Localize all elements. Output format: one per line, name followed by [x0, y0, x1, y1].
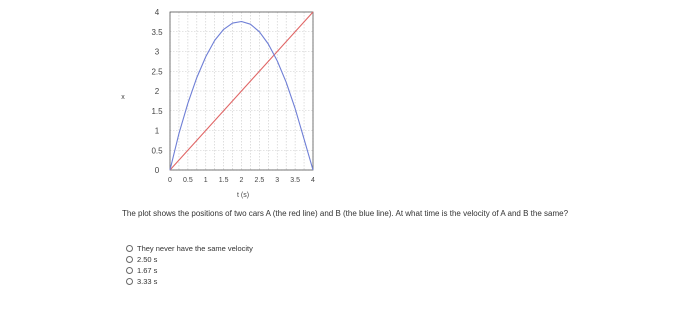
- x-tick-label: 4: [311, 177, 315, 184]
- option-label: 1.67 s: [137, 266, 158, 275]
- x-axis-title: t (s): [236, 192, 250, 199]
- option-label: They never have the same velocity: [137, 244, 253, 253]
- option-never[interactable]: [126, 243, 253, 254]
- y-tick-label: 0.5: [151, 146, 163, 156]
- y-tick-label: 1: [154, 126, 160, 136]
- y-tick-label: 3.5: [151, 27, 163, 37]
- y-axis-title: x: [121, 94, 125, 101]
- x-tick-label: 2: [239, 177, 244, 184]
- y-tick-label: 1.5: [151, 106, 163, 116]
- y-tick-label: 2: [154, 87, 160, 96]
- x-tick-label: 2.5: [254, 177, 265, 184]
- option-1-67s[interactable]: [126, 265, 253, 276]
- radio-button-icon[interactable]: [126, 256, 133, 263]
- x-tick-label: 3: [275, 177, 280, 184]
- x-tick-label: 3.5: [290, 177, 300, 184]
- x-tick-label: 0: [168, 177, 172, 184]
- y-tick-label: 4: [154, 8, 160, 17]
- radio-button-icon[interactable]: [126, 278, 133, 285]
- x-tick-label: 1: [203, 177, 208, 184]
- option-2-50s[interactable]: [126, 254, 253, 265]
- y-tick-label: 0: [154, 166, 160, 175]
- radio-button-icon[interactable]: [126, 245, 133, 252]
- y-tick-label: 3: [154, 47, 160, 57]
- x-tick-label: 0.5: [183, 177, 193, 184]
- answer-options: [126, 243, 253, 287]
- option-label: 3.33 s: [137, 277, 158, 286]
- x-tick-label: 1.5: [218, 177, 229, 184]
- option-label: 2.50 s: [137, 255, 158, 264]
- question-text: The plot shows the positions of two cars A (the red line) and B (the blue line). At what time is the velocity of A and B the same?: [122, 209, 569, 218]
- radio-button-icon[interactable]: [126, 267, 133, 274]
- option-3-33s[interactable]: [126, 276, 253, 287]
- y-tick-label: 2.5: [151, 67, 163, 77]
